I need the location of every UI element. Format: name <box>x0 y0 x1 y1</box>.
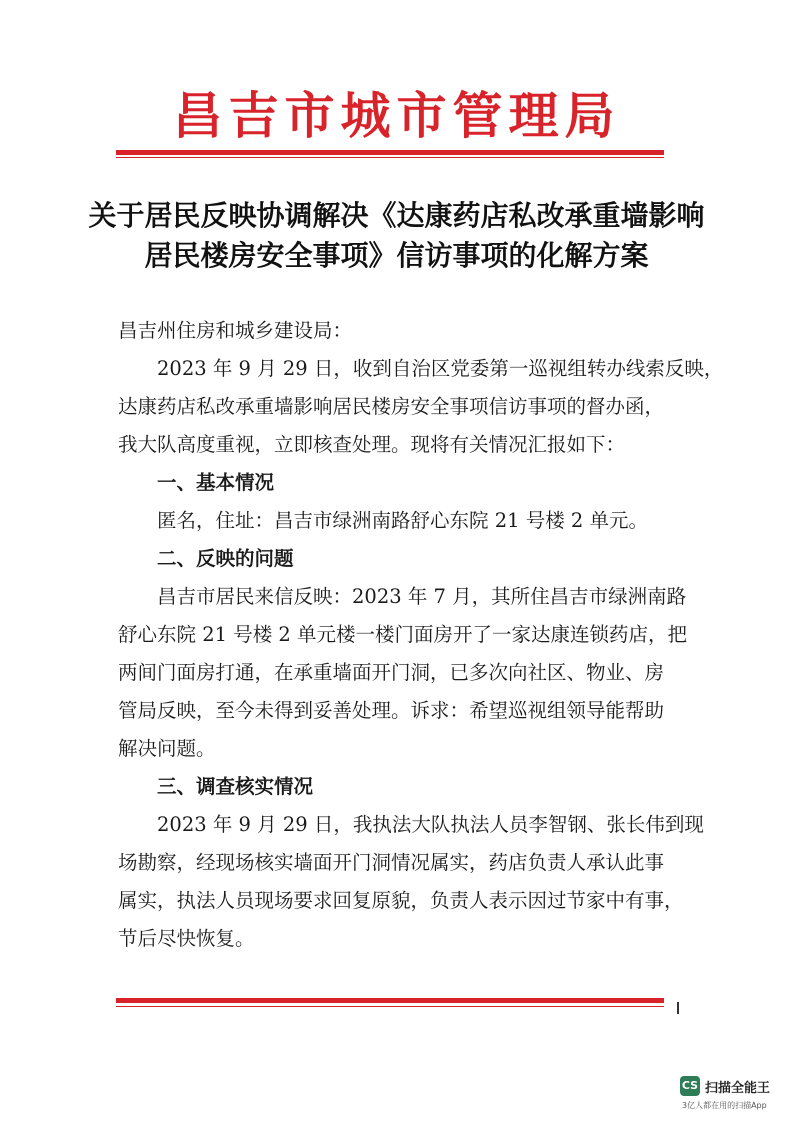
intro-line-3: 我大队高度重视，立即核查处理。现将有关情况汇报如下： <box>118 433 626 456</box>
section1-line-1: 匿名，住址：昌吉市绿洲南路舒心东院 21 号楼 2 单元。 <box>157 509 649 532</box>
document-title-line-1: 关于居民反映协调解决《达康药店私改承重墙影响 <box>88 199 705 232</box>
document-title-line-2: 居民楼房安全事项》信访事项的化解方案 <box>144 239 649 272</box>
section2-line-3: 两间门面房打通，在承重墙面开门洞，已多次向社区、物业、房 <box>118 661 665 684</box>
org-name-header: 昌吉市城市管理局 <box>172 86 621 145</box>
page-mark <box>677 1002 679 1014</box>
intro-line-2: 达康药店私改承重墙影响居民楼房安全事项信访事项的督办函， <box>118 395 665 418</box>
section2-heading: 二、反映的问题 <box>157 547 294 570</box>
section3-line-2: 场勘察，经现场核实墙面开门洞情况属实，药店负责人承认此事 <box>118 851 665 874</box>
header-red-rule-thin <box>116 157 664 158</box>
section2-line-1: 昌吉市居民来信反映：2023 年 7 月，其所住昌吉市绿洲南路 <box>157 585 687 608</box>
header-red-rule <box>116 150 664 155</box>
section2-line-5: 解决问题。 <box>118 737 216 760</box>
scanner-slogan: 3亿人都在用的扫描App <box>682 1101 767 1110</box>
section2-line-2: 舒心东院 21 号楼 2 单元楼一楼门面房开了一家达康连锁药店，把 <box>118 623 688 646</box>
scanner-watermark <box>680 1072 785 1116</box>
section2-line-4: 管局反映，至今未得到妥善处理。诉求：希望巡视组领导能帮助 <box>118 699 665 722</box>
section3-line-3: 属实，执法人员现场要求回复原貌，负责人表示因过节家中有事， <box>118 889 684 912</box>
footer-red-rule <box>116 998 664 1003</box>
section3-line-4: 节后尽快恢复。 <box>118 927 255 950</box>
addressee: 昌吉州住房和城乡建设局： <box>118 319 353 342</box>
footer-red-rule-thin <box>116 1006 664 1007</box>
scanner-app-name: 扫描全能王 <box>705 1081 771 1096</box>
intro-line-1: 2023 年 9 月 29 日，收到自治区党委第一巡视组转办线索反映， <box>157 357 724 380</box>
section3-heading: 三、调查核实情况 <box>157 775 314 798</box>
section1-heading: 一、基本情况 <box>157 471 275 494</box>
section3-line-1: 2023 年 9 月 29 日，我执法大队执法人员李智钢、张长伟到现 <box>157 813 704 836</box>
scanner-logo-icon: CS <box>680 1076 700 1096</box>
